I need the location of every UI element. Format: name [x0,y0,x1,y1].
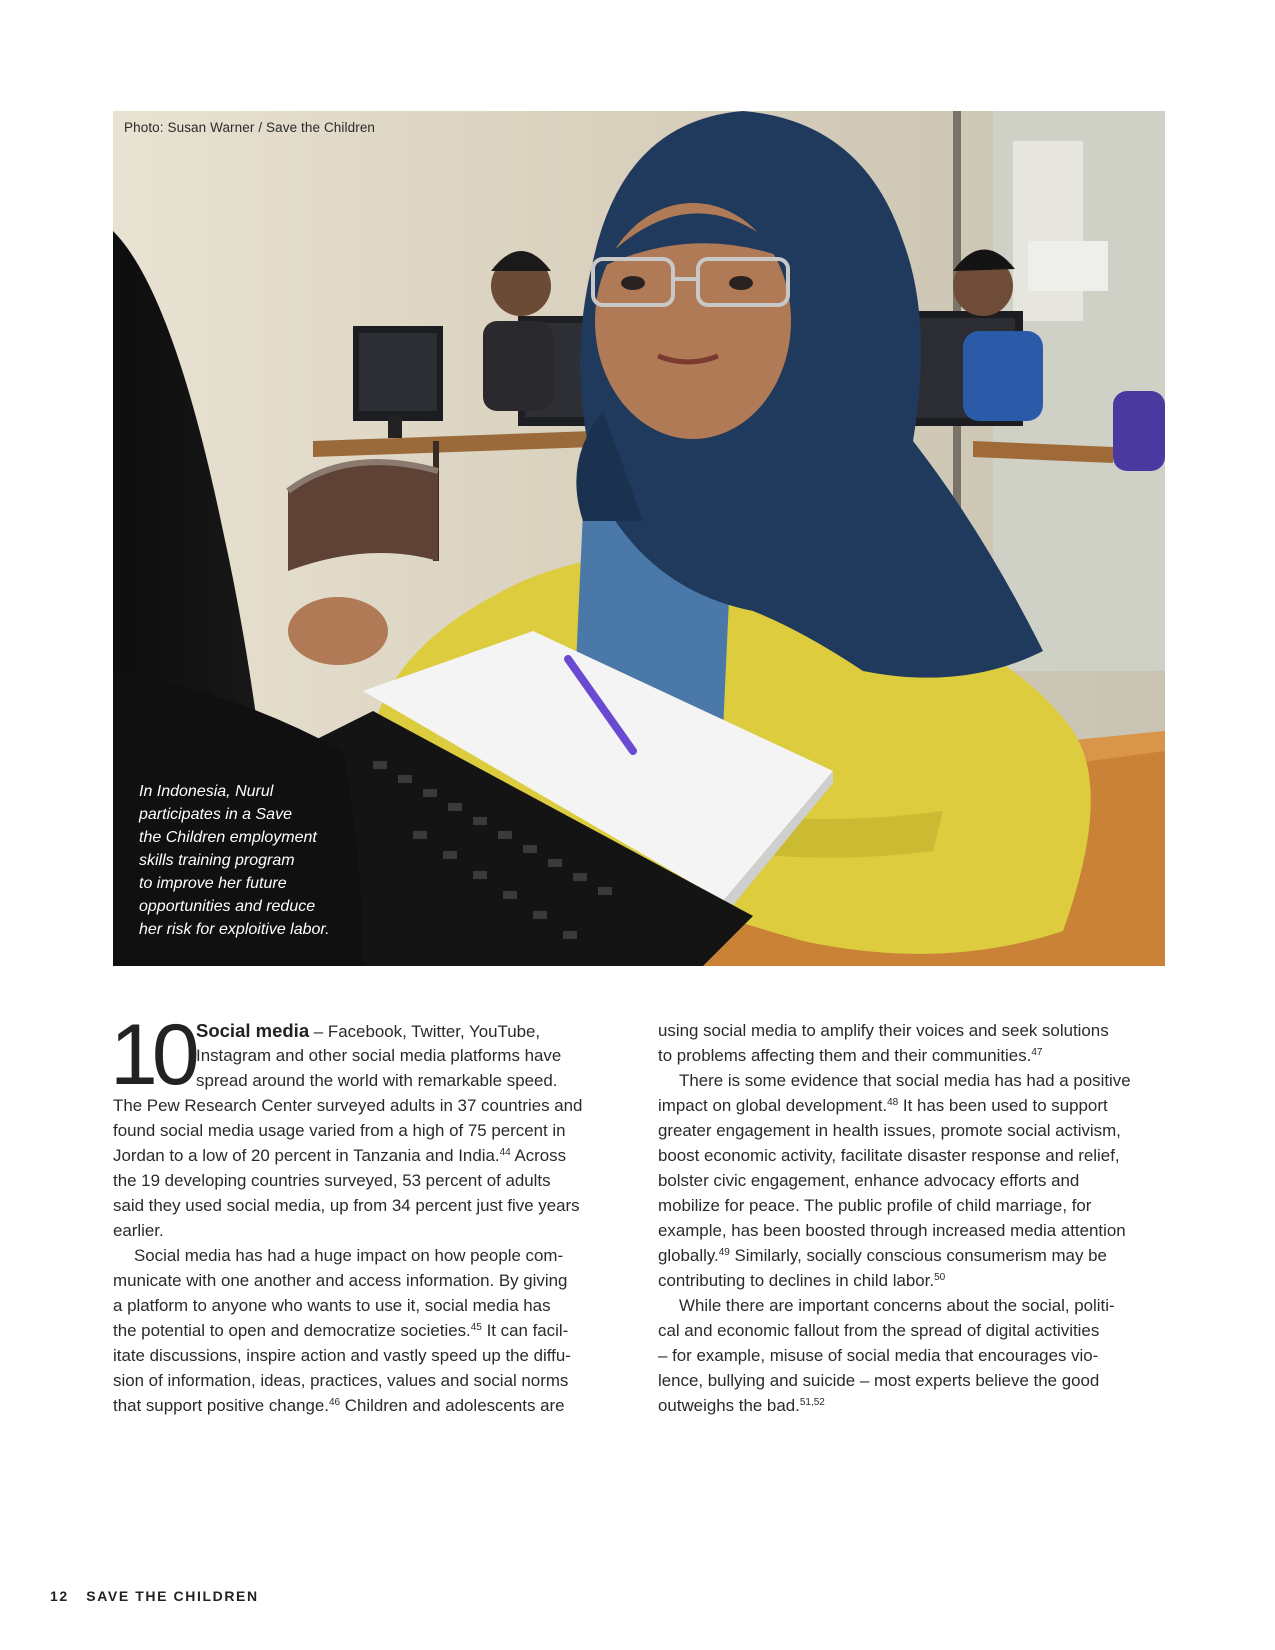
publication-name: SAVE THE CHILDREN [86,1588,259,1604]
line-text: the 19 developing countries surveyed, 53 percent of adults [113,1171,551,1190]
footnote-ref: 49 [718,1247,730,1258]
caption-line: skills training program [139,852,295,869]
line-text: earlier. [113,1221,164,1240]
text-line [658,1368,1168,1393]
text-line [658,1118,1168,1143]
line-text: contributing to declines in child labor. [658,1271,935,1290]
line-text: Social media has had a huge impact on how people com- [134,1246,564,1265]
footnote-ref: 47 [1031,1047,1043,1058]
text-line [113,1293,613,1318]
line-text: example, has been boosted through increased media attention [658,1221,1126,1240]
line-text: Instagram and other social media platforms have [196,1046,562,1065]
line-text: It has been used to support [898,1096,1108,1115]
line-text: The Pew Research Center surveyed adults in 37 countries and [113,1096,583,1115]
line-text: sion of information, ideas, practices, values and social norms [113,1371,569,1390]
text-line [658,1343,1168,1368]
text-line [658,1268,1168,1293]
caption-line: her risk for exploitive labor. [139,921,330,938]
photo-caption [139,780,354,941]
page-footer [50,1588,259,1604]
caption-line: participates in a Save [139,806,292,823]
line-text: outweighs the bad. [658,1396,800,1415]
line-text: using social media to amplify their voices and seek solutions [658,1021,1109,1040]
text-line [113,1043,613,1068]
text-line [658,1318,1168,1343]
text-line [658,1393,1168,1418]
text-line [113,1018,613,1043]
footnote-ref: 50 [934,1272,946,1283]
text-line [113,1393,613,1418]
article-photo [113,111,1165,966]
line-text: municate with one another and access information. By giving [113,1271,568,1290]
caption-line: In Indonesia, Nurul [139,783,274,800]
lead-word: Social media [196,1020,310,1041]
text-line [658,1168,1168,1193]
text-line [113,1143,613,1168]
line-text: that support positive change. [113,1396,329,1415]
line-text: lence, bullying and suicide – most experts believe the good [658,1371,1100,1390]
article-column-left [113,1018,613,1418]
text-line [113,1343,613,1368]
line-text: While there are important concerns about the social, politi- [679,1296,1115,1315]
text-line [113,1068,613,1093]
text-line [113,1318,613,1343]
footnote-ref: 44 [499,1147,511,1158]
line-text: – for example, misuse of social media that encourages vio- [658,1346,1099,1365]
caption-line: the Children employment [139,829,317,846]
line-text: Children and adolescents are [340,1396,565,1415]
text-line [113,1168,613,1193]
line-text: the potential to open and democratize societies. [113,1321,471,1340]
line-text: It can facil- [481,1321,569,1340]
line-text: a platform to anyone who wants to use it, social media has [113,1296,551,1315]
text-line [658,1218,1168,1243]
footnote-ref: 48 [887,1097,899,1108]
line-text: mobilize for peace. The public profile of child marriage, for [658,1196,1092,1215]
text-line [658,1143,1168,1168]
text-line [113,1193,613,1218]
line-text: Across [510,1146,567,1165]
text-line [658,1068,1168,1093]
footnote-ref: 51,52 [799,1397,825,1408]
article-column-right [658,1018,1168,1418]
text-line [113,1368,613,1393]
line-text: impact on global development. [658,1096,888,1115]
line-text: globally. [658,1246,719,1265]
line-text: Similarly, socially conscious consumerism may be [729,1246,1107,1265]
text-line [658,1093,1168,1118]
line-text: said they used social media, up from 34 percent just five years [113,1196,580,1215]
text-line [658,1193,1168,1218]
line-text: – Facebook, Twitter, YouTube, [309,1022,541,1041]
line-text: cal and economic fallout from the spread of digital activities [658,1321,1100,1340]
photo-credit: Photo: Susan Warner / Save the Children [124,120,376,135]
text-line [113,1268,613,1293]
line-text: greater engagement in health issues, promote social activism, [658,1121,1121,1140]
caption-line: opportunities and reduce [139,898,316,915]
text-line [113,1093,613,1118]
caption-line: to improve her future [139,875,287,892]
line-text: to problems affecting them and their communities. [658,1046,1032,1065]
line-text: spread around the world with remarkable speed. [196,1071,558,1090]
text-line [113,1218,613,1243]
line-text: boost economic activity, facilitate disaster response and relief, [658,1146,1120,1165]
text-line [113,1243,613,1268]
footnote-ref: 45 [470,1322,482,1333]
footnote-ref: 46 [328,1397,341,1408]
text-line [658,1293,1168,1318]
page-number: 12 [50,1588,69,1604]
text-line [658,1243,1168,1268]
line-text: There is some evidence that social media has had a positive [679,1071,1131,1090]
text-line [658,1018,1168,1043]
line-text: found social media usage varied from a high of 75 percent in [113,1121,566,1140]
text-line [658,1043,1168,1068]
line-text: Jordan to a low of 20 percent in Tanzania and India. [113,1146,500,1165]
drop-cap-number: 10 [110,1007,194,1103]
line-text: bolster civic engagement, enhance advocacy efforts and [658,1171,1080,1190]
text-line [113,1118,613,1143]
line-text: itate discussions, inspire action and vastly speed up the diffu- [113,1346,571,1365]
